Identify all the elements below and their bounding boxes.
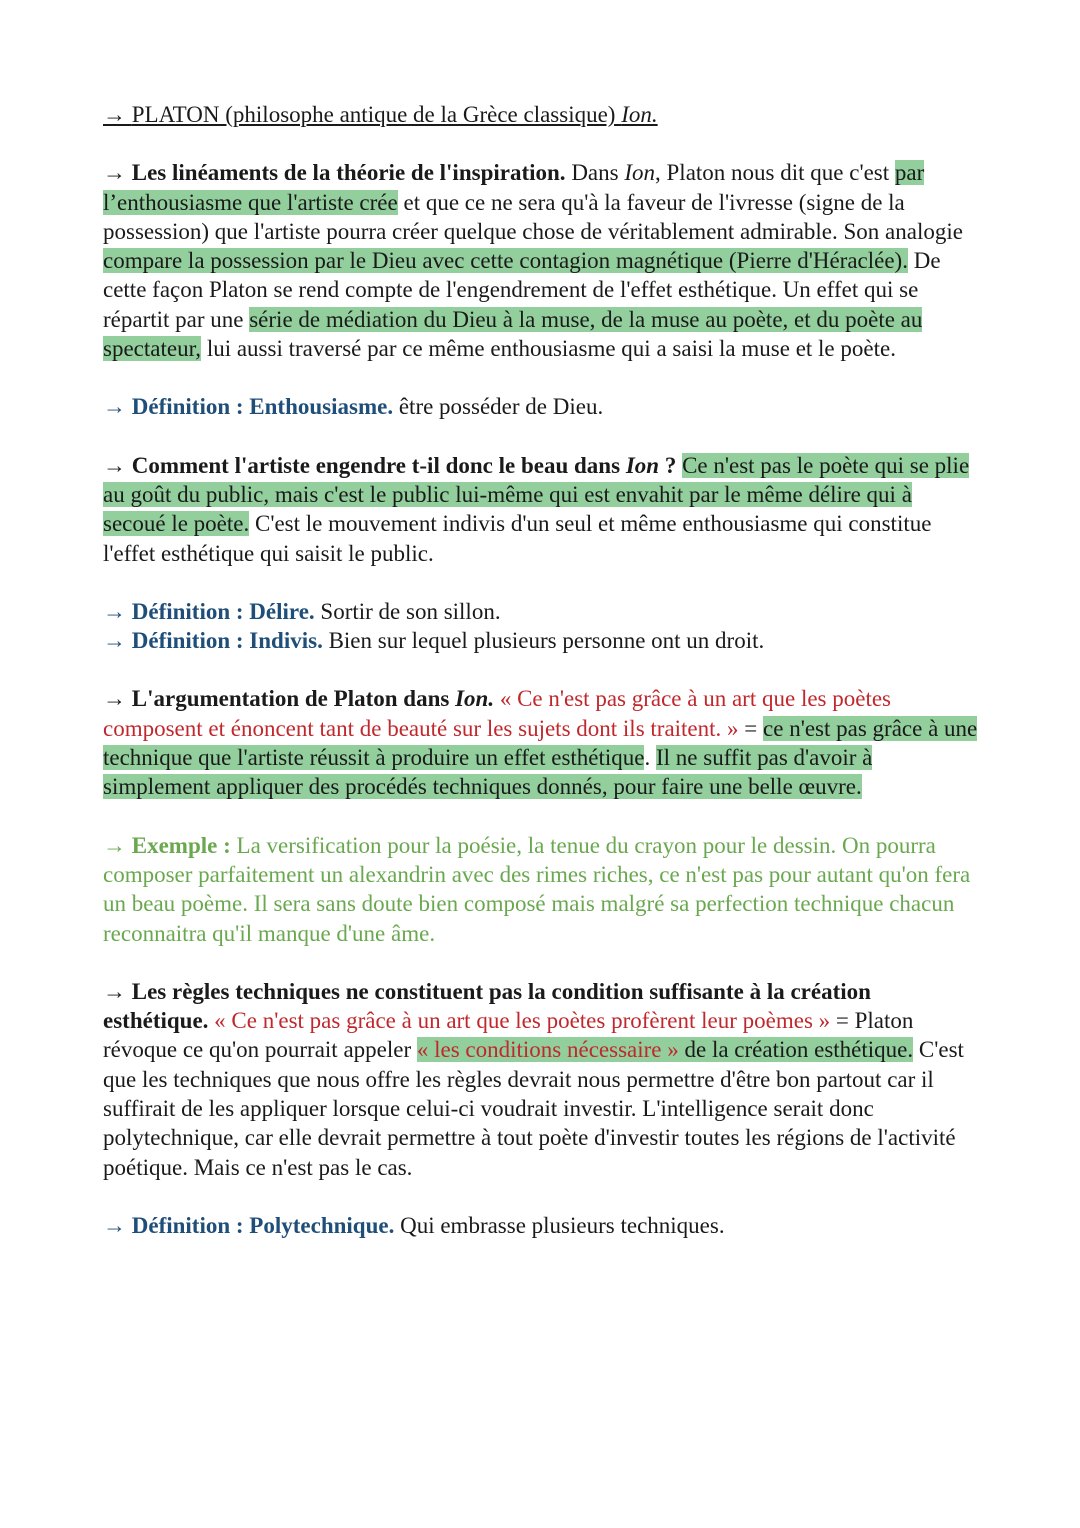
title-work: Ion.	[621, 102, 658, 127]
highlight: de la création esthétique.	[678, 1037, 914, 1063]
text-span: , Platon nous dit que c'est	[655, 160, 895, 186]
definition-text: Bien sur lequel plusieurs personne ont un droit.	[322, 628, 765, 654]
highlight-quote: « les conditions nécessaire »	[416, 1037, 679, 1063]
heading-question: → Comment l'artiste engendre t-il donc le beau dans	[103, 452, 626, 478]
text-span: C'est que les techniques que nous offre les règles devrait nous permettre d'être bon partout car il suffirait de les appliquer lorsque celui-ci voudrait investir. L'intelligence serait donc polytechnique, car elle devrait permettre à tout poète d'investir toutes les régions de l'activité poétique. Mais ce n'est pas le cas.	[103, 1037, 964, 1180]
highlight: par l’enthousiasme que l'artiste crée	[103, 160, 925, 215]
text-span: et que ce ne sera qu'à la faveur de l'ivresse (signe de la possession) que l'artiste pourra créer quelque chose de véritablement admirable. Son analogie	[103, 189, 963, 244]
paragraph-inspiration	[103, 158, 980, 363]
definition-enthousiasme	[103, 392, 980, 421]
paragraph-argumentation	[103, 684, 980, 801]
paragraph-comment-engendre	[103, 451, 980, 568]
paragraph-example	[103, 831, 980, 948]
example-label: → Exemple :	[103, 832, 231, 858]
definition-indivis	[103, 626, 980, 655]
heading-regles: → Les règles techniques ne constituent pas la condition suffisante à la création esthétique.	[103, 978, 871, 1034]
highlight: compare la possession par le Dieu avec cette contagion magnétique (Pierre d'Héraclée).	[103, 248, 908, 274]
work-title: Ion	[624, 160, 656, 186]
title-main: PLATON (philosophe antique de la Grèce classique)	[131, 102, 622, 127]
heading-argumentation: → L'argumentation de Platon dans	[103, 686, 456, 712]
highlight: Il ne suffit pas d'avoir à simplement appliquer des procédés techniques donnés, pour faire une belle œuvre.	[103, 745, 873, 800]
quote: « Ce n'est pas grâce à un art que les poètes profèrent leur poèmes »	[208, 1008, 831, 1034]
text-span: De cette façon Platon se rend compte de l'engendrement de l'effet esthétique. Un effet qui se répartit par une	[103, 248, 941, 332]
heading-inspiration: → Les linéaments de la théorie de l'inspiration.	[103, 160, 566, 186]
quote: « Ce n'est pas grâce à un art que les poètes composent et énoncent tant de beauté sur les sujets dont ils traitent. »	[103, 686, 891, 741]
title-text	[103, 102, 658, 127]
text-span: Dans	[565, 160, 625, 186]
text-span: lui aussi traversé par ce même enthousiasme qui a saisi la muse et le poète.	[201, 336, 896, 362]
paragraph-regles-techniques	[103, 977, 980, 1182]
highlight: Ce n'est pas le poète qui se plie au goût du public, mais c'est le public lui-même qui est envahit par le même délire qui à secoué le poète.	[103, 452, 970, 537]
text-span: =	[738, 715, 764, 741]
highlight: ce n'est pas grâce à une technique que l'artiste réussit à produire un effet esthétique	[103, 715, 978, 771]
text-span: = Platon révoque ce qu'on pourrait appeler	[103, 1008, 914, 1063]
definition-text: Sortir de son sillon.	[314, 598, 501, 624]
text-span: .	[644, 745, 656, 771]
definition-label: → Définition : Indivis.	[103, 628, 323, 654]
text-span: C'est le mouvement indivis d'un seul et même enthousiasme qui constitue l'effet esthétique qui saisit le public.	[103, 511, 932, 566]
definition-text: Qui embrasse plusieurs techniques.	[394, 1212, 725, 1238]
title-arrow: →	[103, 102, 132, 127]
definition-label: → Définition : Délire.	[103, 598, 315, 624]
example-text: La versification pour la poésie, la tenue du crayon pour le dessin. On pourra composer parfaitement un alexandrin avec des rimes riches, ce n'est pas pour autant qu'on fera un beau poème. Il sera sans doute bien composé mais malgré sa perfection technique chacun reconnaitra qu'il manque d'une âme.	[103, 832, 971, 946]
work-title: Ion	[625, 452, 660, 478]
definition-polytechnique	[103, 1211, 980, 1240]
work-title: Ion.	[455, 686, 495, 712]
definition-label: → Définition : Enthousiasme.	[103, 394, 394, 420]
definition-delire	[103, 597, 980, 626]
definition-label: → Définition : Polytechnique.	[103, 1212, 395, 1238]
definition-text: être posséder de Dieu.	[393, 394, 604, 420]
document-title	[103, 100, 980, 129]
question-mark: ?	[659, 452, 677, 478]
highlight: série de médiation du Dieu à la muse, de la muse au poète, et du poète au spectateur,	[103, 306, 923, 362]
